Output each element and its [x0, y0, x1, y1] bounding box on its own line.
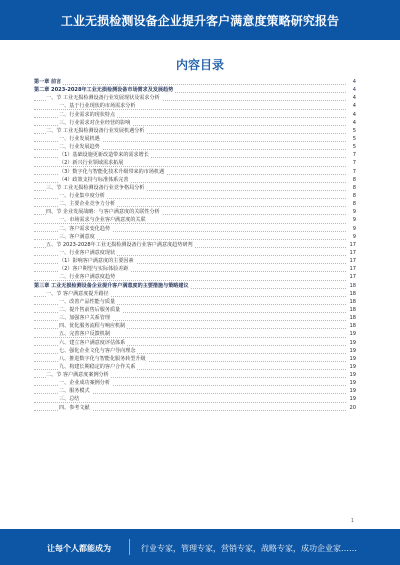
toc-entry[interactable] — [34, 159, 356, 167]
toc-entry-page: 19 — [349, 388, 356, 395]
toc-entry[interactable] — [34, 119, 356, 127]
toc-entry-page: 19 — [349, 372, 356, 379]
toc-entry-label: 二、客户需求变化趋势 — [59, 225, 110, 232]
toc-entry-page: 18 — [349, 290, 356, 297]
toc-entry[interactable] — [34, 290, 356, 298]
toc-entry[interactable] — [34, 314, 356, 322]
toc-entry[interactable] — [34, 387, 356, 395]
toc-entry[interactable] — [34, 184, 356, 192]
toc-entry[interactable] — [34, 371, 356, 379]
toc-entry[interactable] — [34, 225, 356, 233]
toc-entry[interactable] — [34, 265, 356, 273]
toc-entry-label: 一、行业集中度分析 — [59, 192, 105, 199]
toc-entry-label: 八、推进数字化与智能化服务转型升级 — [59, 355, 146, 362]
toc-entry-page: 18 — [349, 306, 356, 313]
toc-entry-label: 第三章 工业无损检测设备企业提升客户满意度的主要措施与策略建议 — [34, 282, 189, 289]
report-footer — [0, 529, 400, 565]
toc-entry-page: 8 — [352, 176, 356, 183]
toc-entry[interactable] — [34, 379, 356, 387]
toc-entry-label: 一、企业成功案例分析 — [59, 380, 110, 387]
toc-entry[interactable] — [34, 102, 356, 110]
toc-entry[interactable] — [34, 298, 356, 306]
toc-entry-label: 四、优化服务流程与响应机制 — [59, 323, 126, 330]
toc-entry-label: 四、参考文献 — [59, 404, 90, 411]
toc-entry-label: 五、节 2023-2028年工业无损检测设备行业客户满意度趋势研判 — [46, 241, 193, 248]
toc-entry[interactable] — [34, 233, 356, 241]
report-header — [0, 0, 400, 40]
toc-entry-label: 二、节 工业无损检测设备行业发展机遇分析 — [46, 127, 145, 134]
toc-entry-page: 4 — [352, 119, 356, 126]
toc-entry[interactable] — [34, 306, 356, 314]
toc-entry-page: 17 — [349, 241, 356, 248]
toc-entry-label: 二、主要企业竞争力分析 — [59, 201, 116, 208]
toc-entry-page: 5 — [352, 135, 356, 142]
toc-entry-page: 8 — [352, 192, 356, 199]
toc-entry[interactable] — [34, 94, 356, 102]
toc-entry-page: 9 — [352, 225, 356, 232]
toc-entry[interactable] — [34, 249, 356, 257]
toc-entry-label: 三、加强客户关系管理 — [59, 315, 110, 322]
toc-entry-label: 三、客户满意度 — [59, 233, 95, 240]
table-of-contents-title: 内容目录 — [175, 58, 224, 72]
toc-entry-label: 第一章 前言 — [34, 79, 62, 85]
toc-entry[interactable] — [34, 395, 356, 403]
page-number: 1 — [350, 518, 354, 524]
toc-entry[interactable] — [34, 330, 356, 338]
toc-entry-label: 三、节 工业无损检测设备行业竞争格局分析 — [46, 184, 145, 191]
toc-entry[interactable] — [34, 143, 356, 151]
toc-entry-label: 七、强化企业文化与客户导向理念 — [59, 347, 136, 354]
toc-entry-page: 4 — [352, 79, 356, 85]
toc-entry[interactable] — [34, 168, 356, 176]
toc-entry-label: 二、服务模式 — [59, 388, 90, 395]
footer-left-text: 让每个人都能成为 — [47, 544, 111, 553]
toc-entry-label: 四、节 企业发展战略：与客户满意度的关联性分析 — [46, 209, 160, 216]
toc-entry[interactable] — [34, 322, 356, 330]
toc-entry-page: 8 — [352, 201, 356, 208]
toc-entry-page: 19 — [349, 363, 356, 370]
toc-entry[interactable] — [34, 200, 356, 208]
toc-entry-label: 一、行业客户满意度现状 — [59, 249, 116, 256]
toc-entry[interactable] — [34, 127, 356, 135]
toc-entry-page: 20 — [349, 404, 356, 411]
toc-entry-label: 一、节 客户满意度提升路径 — [46, 290, 109, 297]
table-of-contents — [34, 78, 356, 518]
toc-entry-label: 第二章 2023-2028年工业无损检测设备市场需求及发展趋势 — [34, 87, 174, 94]
toc-entry-page: 9 — [352, 217, 356, 224]
toc-entry-page: 18 — [349, 315, 356, 322]
toc-entry-label: 三、总结 — [59, 396, 80, 403]
toc-entry[interactable] — [34, 282, 356, 290]
toc-entry[interactable] — [34, 192, 356, 200]
toc-entry-label: 二、行业需求的现状特点 — [59, 111, 116, 118]
toc-entry-label: 一、基于行业现状的市场需求分析 — [59, 103, 136, 110]
toc-entry[interactable] — [34, 347, 356, 355]
toc-entry-page: 4 — [352, 87, 356, 94]
toc-entry-label: 六、建立客户满意度评估体系 — [59, 339, 126, 346]
toc-entry-page: 19 — [349, 355, 356, 362]
toc-entry-label: （3）数字化与智能化技术升级带来的市场机遇 — [59, 168, 165, 175]
toc-entry-label: 一、改善产品性能与质量 — [59, 298, 116, 305]
toc-entry-label: （1）影响客户满意度的主要因素 — [59, 258, 134, 265]
toc-entry[interactable] — [34, 151, 356, 159]
toc-entry-label: （2）客户期望与实际体验差距 — [59, 266, 129, 273]
toc-entry-page: 5 — [352, 127, 356, 134]
toc-entry-page: 7 — [352, 152, 356, 159]
toc-entry-label: 二、提升售前售后服务质量 — [59, 306, 121, 313]
toc-entry-label: 二、行业客户满意度趋势 — [59, 274, 116, 281]
toc-entry[interactable] — [34, 86, 356, 94]
toc-entry-page: 17 — [349, 274, 356, 281]
toc-entry-label: （4）政策支持与标准体系完善 — [59, 176, 129, 183]
toc-entry[interactable] — [34, 111, 356, 119]
toc-entry-page: 18 — [349, 298, 356, 305]
toc-entry-page: 17 — [349, 258, 356, 265]
toc-entry-label: （2）新兴行业领域需求拓展 — [59, 160, 124, 167]
footer-divider — [129, 539, 130, 555]
toc-entry[interactable] — [34, 339, 356, 347]
toc-entry-label: 九、构建长期稳定的客户合作关系 — [59, 363, 136, 370]
toc-entry-page: 19 — [349, 331, 356, 338]
report-title: 工业无损检测设备企业提升客户满意度策略研究报告 — [60, 13, 340, 28]
toc-entry[interactable] — [34, 363, 356, 371]
toc-entry-page: 17 — [349, 249, 356, 256]
toc-entry-page: 4 — [352, 95, 356, 102]
toc-entry-page: 9 — [352, 209, 356, 216]
toc-entry-label: 一、市场需求与企业客户满意度的关联 — [59, 217, 146, 224]
toc-entry-page: 19 — [349, 339, 356, 346]
toc-entry[interactable] — [34, 135, 356, 143]
toc-entry-page: 8 — [352, 184, 356, 191]
toc-entry-label: 一、节 工业无损检测设备行业发展现状及需求分析 — [46, 95, 160, 102]
toc-entry-page: 17 — [349, 266, 356, 273]
toc-entry-page: 19 — [349, 347, 356, 354]
toc-entry[interactable] — [34, 257, 356, 265]
toc-entry-page: 18 — [349, 323, 356, 330]
toc-entry-page: 5 — [352, 144, 356, 151]
toc-entry-page: 18 — [349, 282, 356, 289]
toc-entry-page: 4 — [352, 111, 356, 118]
toc-entry[interactable] — [34, 176, 356, 184]
toc-entry[interactable] — [34, 208, 356, 216]
toc-entry-page: 4 — [352, 103, 356, 110]
toc-entry[interactable] — [34, 404, 356, 412]
toc-entry-label: 一、行业发展机遇 — [59, 135, 100, 142]
toc-entry[interactable] — [34, 273, 356, 281]
toc-entry-label: 五、完善客户反馈机制 — [59, 331, 110, 338]
toc-entry[interactable] — [34, 78, 356, 86]
footer-right-text: 行业专家，管理专家，营销专家，战略专家，成功企业家…… — [141, 544, 357, 553]
toc-entry-page: 7 — [352, 168, 356, 175]
toc-entry-page: 7 — [352, 160, 356, 167]
toc-entry-label: 三、行业需求对企业经营的影响 — [59, 119, 131, 126]
toc-entry-label: （1）基础设施更新改造带来的需求增长 — [59, 152, 149, 159]
toc-entry-page: 9 — [352, 233, 356, 240]
toc-entry[interactable] — [34, 216, 356, 224]
toc-entry-label: 二、节 客户满意度案例分析 — [46, 372, 109, 379]
toc-entry-label: 二、行业发展趋势 — [59, 144, 100, 151]
toc-entry-page: 19 — [349, 380, 356, 387]
toc-entry[interactable] — [34, 241, 356, 249]
toc-entry[interactable] — [34, 355, 356, 363]
toc-entry-page: 19 — [349, 396, 356, 403]
